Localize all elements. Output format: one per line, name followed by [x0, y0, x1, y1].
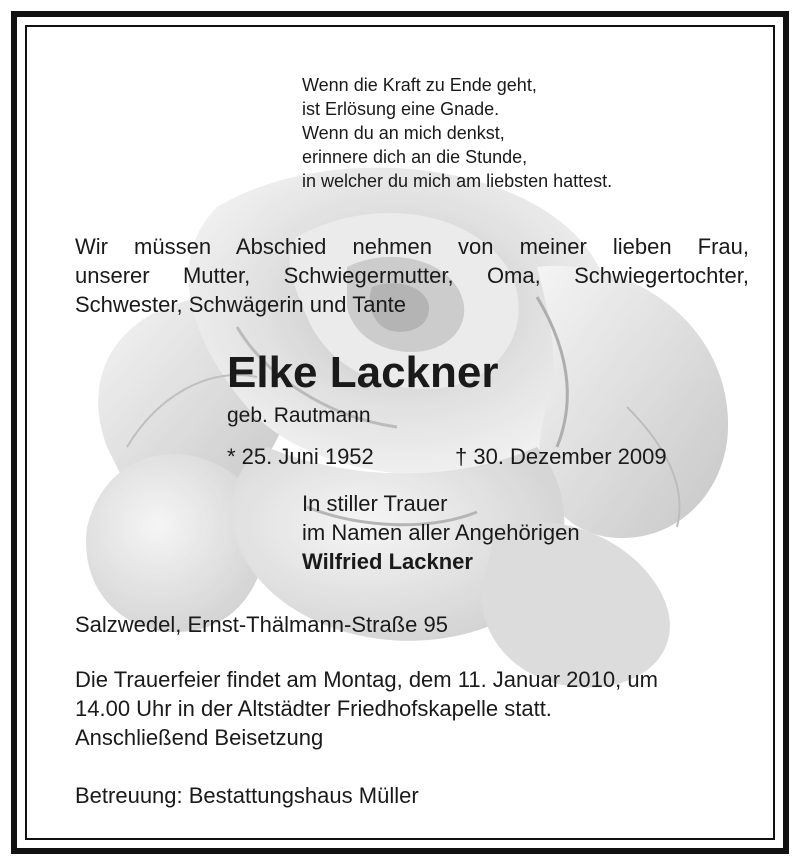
- notice-inner-frame: [25, 25, 775, 840]
- poem-line: Wenn die Kraft zu Ende geht,: [302, 75, 537, 95]
- funeral-line: Die Trauerfeier findet am Montag, dem 11. Januar 2010, um: [75, 667, 658, 692]
- address: Salzwedel, Ernst-Thälmann-Straße 95: [75, 612, 448, 637]
- poem-line: ist Erlösung eine Gnade.: [302, 99, 500, 119]
- poem-line: Wenn du an mich denkst,: [302, 123, 505, 143]
- mourning-line: im Namen aller Angehörigen: [302, 520, 580, 545]
- funeral-home: Betreuung: Bestattungshaus Müller: [75, 783, 419, 808]
- poem-line: erinnere dich an die Stunde,: [302, 147, 528, 167]
- notice-content: [27, 27, 773, 838]
- signer-name: Wilfried Lackner: [302, 549, 473, 574]
- death-date: † 30. Dezember 2009: [455, 444, 667, 469]
- funeral-line: 14.00 Uhr in der Altstädter Friedhofskapelle statt.: [75, 696, 552, 721]
- life-dates: [227, 443, 667, 471]
- birth-date: * 25. Juni 1952: [227, 444, 374, 469]
- intro-line: unserer Mutter, Schwiegermutter, Oma, Schwiegertochter,: [75, 263, 749, 288]
- poem-line: in welcher du mich am liebsten hattest.: [302, 171, 613, 191]
- birth-name: geb. Rautmann: [227, 404, 371, 427]
- mourning-block: [302, 489, 580, 576]
- deceased-name: Elke Lackner: [227, 348, 499, 397]
- funeral-info: [75, 665, 755, 752]
- poem: [302, 73, 612, 193]
- intro-line: Wir müssen Abschied nehmen von meiner lieben Frau,: [75, 234, 749, 259]
- intro-text: [75, 232, 749, 319]
- mourning-line: In stiller Trauer: [302, 491, 448, 516]
- intro-line: Schwester, Schwägerin und Tante: [75, 292, 407, 317]
- funeral-line: Anschließend Beisetzung: [75, 725, 324, 750]
- notice-outer-frame: [11, 11, 789, 854]
